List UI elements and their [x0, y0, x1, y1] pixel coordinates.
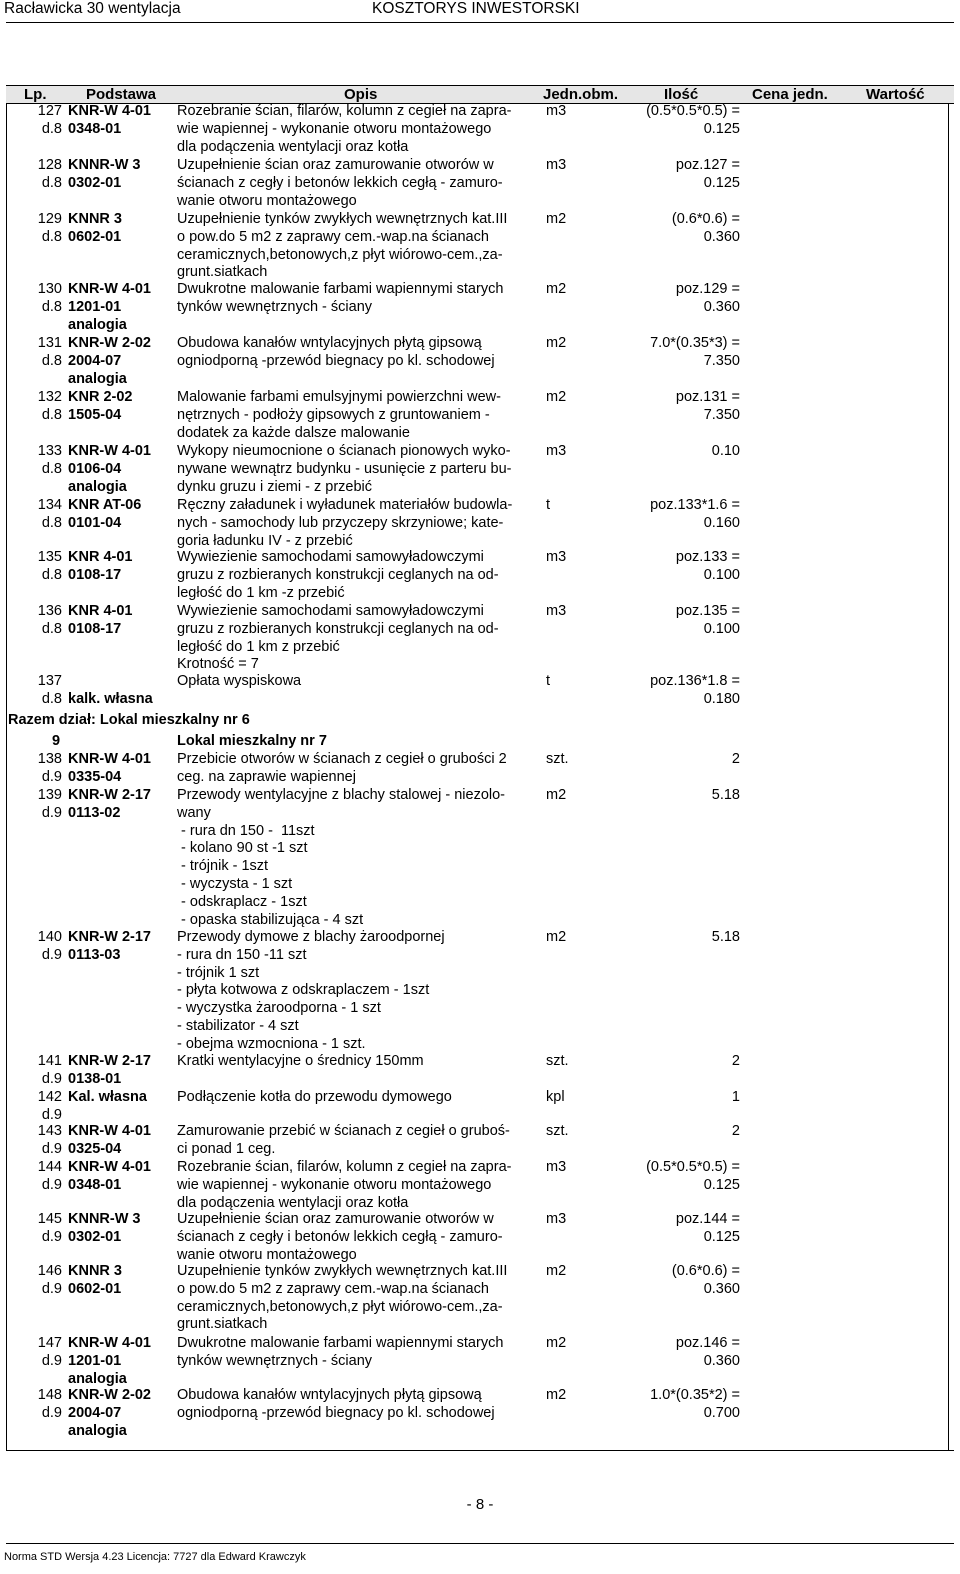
- row-opis: ległość do 1 km -z przebić: [177, 584, 345, 601]
- row-lp: 130: [37, 281, 62, 297]
- cost-table: [6, 103, 954, 1450]
- row-podstawa: KNR-W 2-17: [68, 787, 151, 803]
- row-podstawa: KNNR-W 3: [68, 1211, 141, 1227]
- row-lp: d.8: [41, 514, 62, 531]
- row-unit: m2: [546, 929, 567, 945]
- col-jedn: Jedn.obm.: [543, 86, 619, 103]
- row-opis: ścianach z cegły i betonów lekkich cegłą - zamuro-: [177, 174, 503, 191]
- row-podstawa: KNR 4-01: [68, 549, 133, 565]
- row-opis: Ręczny załadunek i wyładunek materiałów budowla-: [177, 497, 513, 513]
- row-opis: Obudowa kanałów wntylacyjnych płytą gipsową: [177, 1387, 482, 1403]
- col-ilosc: Ilość: [664, 86, 699, 103]
- row-lp: d.8: [41, 460, 62, 477]
- row-podstawa: analogia: [68, 316, 127, 333]
- row-unit: m2: [546, 281, 567, 297]
- row-opis: nych - samochody lub przyczepy skrzyniowe; kate-: [177, 514, 504, 531]
- row-opis: - odskraplacz - 1szt: [177, 893, 307, 910]
- row-opis: gruzu z rozbieranych konstrukcji ceglanych na od-: [177, 620, 499, 637]
- row-opis: - trójnik - 1szt: [177, 858, 269, 875]
- page-number: - 8 -: [466, 1496, 494, 1513]
- row-quantity: 7.350: [703, 406, 740, 423]
- header-document-title: KOSZTORYS INWESTORSKI: [372, 0, 580, 17]
- row-lp: d.9: [41, 1228, 62, 1245]
- row-lp: d.9: [41, 1106, 62, 1123]
- row-opis: Dwukrotne malowanie farbami wapiennymi starych: [177, 281, 504, 297]
- row-quantity: 0.125: [703, 1228, 740, 1245]
- row-opis: tynków wewnętrznych - ściany: [177, 1352, 373, 1369]
- row-quantity: 0.360: [703, 228, 740, 245]
- row-lp: d.8: [41, 690, 62, 707]
- row-opis: - wyczysta - 1 szt: [177, 876, 293, 892]
- row-unit: m3: [546, 1159, 567, 1175]
- row-lp: d.9: [41, 804, 62, 821]
- row-unit: m3: [546, 157, 567, 173]
- row-podstawa: 1201-01: [68, 1352, 122, 1369]
- row-unit: m2: [546, 787, 567, 803]
- row-lp: 132: [37, 389, 62, 405]
- row-podstawa: KNNR-W 3: [68, 157, 141, 173]
- row-lp: d.8: [41, 566, 62, 583]
- row-lp: d.9: [41, 1352, 62, 1369]
- row-quantity: poz.127 =: [675, 157, 740, 173]
- row-lp: d.8: [41, 620, 62, 637]
- col-wartosc: Wartość: [866, 86, 925, 103]
- row-lp: d.9: [41, 1404, 62, 1421]
- row-opis: Podłączenie kotła do przewodu dymowego: [177, 1089, 452, 1105]
- row-opis: Wywiezienie samochodami samowyładowczymi: [177, 549, 484, 565]
- row-opis: - kolano 90 st -1 szt: [177, 840, 308, 857]
- row-podstawa: 0325-04: [68, 1140, 122, 1157]
- row-podstawa: KNR-W 4-01: [68, 281, 151, 297]
- row-quantity: 0.160: [703, 514, 740, 531]
- row-unit: m3: [546, 1211, 567, 1227]
- row-unit: t: [546, 673, 551, 689]
- col-opis: Opis: [344, 86, 378, 103]
- row-podstawa: KNR 4-01: [68, 603, 133, 619]
- row-quantity: 0.360: [703, 1352, 740, 1369]
- row-opis: Wykopy nieumocnione o ścianach pionowych wyko-: [177, 443, 511, 459]
- row-podstawa: KNNR 3: [68, 211, 122, 227]
- row-podstawa: KNR-W 4-01: [68, 443, 151, 459]
- row-podstawa: 2004-07: [68, 352, 122, 369]
- section-title: Lokal mieszkalny nr 7: [177, 733, 327, 749]
- row-podstawa: KNR-W 4-01: [68, 1335, 151, 1351]
- row-podstawa: KNR 2-02: [68, 389, 133, 405]
- row-unit: kpl: [546, 1089, 565, 1105]
- row-podstawa: 0602-01: [68, 1280, 122, 1297]
- row-lp: 140: [37, 929, 62, 945]
- row-lp: d.9: [41, 1280, 62, 1297]
- row-opis: wie wapiennej - wykonanie otworu montażowego: [177, 1176, 492, 1193]
- row-opis: Uzupełnienie tynków zwykłych wewnętrznych kat.III: [177, 1263, 508, 1279]
- row-lp: 148: [37, 1387, 62, 1403]
- row-opis: nętrznych - podłoży gipsowych z gruntowaniem -: [177, 406, 490, 423]
- row-unit: m2: [546, 1263, 567, 1279]
- row-podstawa: 1201-01: [68, 298, 122, 315]
- row-lp: d.8: [41, 120, 62, 137]
- row-lp: 147: [37, 1335, 62, 1351]
- row-unit: m2: [546, 389, 567, 405]
- col-lp: Lp.: [24, 86, 47, 103]
- row-quantity: poz.133 =: [675, 549, 740, 565]
- row-opis: dla podączenia wentylacji oraz kotła: [177, 1194, 409, 1211]
- row-podstawa: 0101-04: [68, 514, 122, 531]
- row-podstawa: 0348-01: [68, 120, 122, 137]
- row-opis: Rozebranie ścian, filarów, kolumn z cegieł na zapra-: [177, 103, 512, 119]
- row-podstawa: KNR-W 2-17: [68, 1053, 151, 1069]
- row-opis: Krotność = 7: [177, 656, 259, 673]
- row-opis: ogniodporną -przewód biegnacy po kl. schodowej: [177, 1404, 495, 1421]
- row-unit: szt.: [546, 751, 569, 767]
- row-opis: ceg. na zaprawie wapiennej: [177, 768, 356, 785]
- row-opis: Rozebranie ścian, filarów, kolumn z cegieł na zapra-: [177, 1159, 512, 1175]
- row-podstawa: 0302-01: [68, 174, 122, 191]
- row-quantity: (0.5*0.5*0.5) =: [646, 103, 740, 119]
- row-unit: t: [546, 497, 551, 513]
- row-quantity: 2: [731, 1053, 740, 1069]
- row-opis: Przewody dymowe z blachy żaroodpornej: [177, 929, 445, 945]
- row-lp: d.9: [41, 946, 62, 963]
- row-quantity: poz.131 =: [675, 389, 740, 405]
- row-opis: Dwukrotne malowanie farbami wapiennymi starych: [177, 1335, 504, 1351]
- row-opis: o pow.do 5 m2 z zaprawy cem.-wap.na ścianach: [177, 1280, 489, 1297]
- row-opis: Przewody wentylacyjne z blachy stalowej - niezolo-: [177, 787, 506, 803]
- row-lp: d.8: [41, 174, 62, 191]
- row-podstawa: Kal. własna: [68, 1089, 147, 1105]
- row-opis: dodatek za każde dalsze malowanie: [177, 424, 410, 441]
- col-podstawa: Podstawa: [86, 86, 157, 103]
- row-lp: 131: [37, 335, 62, 351]
- row-lp: 145: [37, 1211, 62, 1227]
- row-quantity: poz.133*1.6 =: [650, 497, 740, 513]
- row-opis: ceramicznych,betonowych,z płyt wiórowo-cem.,za-: [177, 246, 503, 263]
- row-opis: - stabilizator - 4 szt: [177, 1018, 299, 1034]
- row-podstawa: 0348-01: [68, 1176, 122, 1193]
- table-column-headers: [6, 86, 954, 103]
- row-podstawa: KNR-W 2-02: [68, 1387, 151, 1403]
- row-opis: - trójnik 1 szt: [177, 964, 260, 981]
- row-unit: m3: [546, 549, 567, 565]
- row-opis: - rura dn 150 - 11szt: [177, 822, 315, 839]
- row-quantity: (0.5*0.5*0.5) =: [646, 1159, 740, 1175]
- row-lp: 142: [37, 1089, 62, 1105]
- row-podstawa: 0602-01: [68, 228, 122, 245]
- row-lp: 133: [37, 443, 62, 459]
- row-quantity: 0.700: [703, 1404, 740, 1421]
- row-lp: 136: [37, 603, 62, 619]
- row-unit: m3: [546, 103, 567, 119]
- row-quantity: 0.125: [703, 120, 740, 137]
- row-quantity: 0.100: [703, 620, 740, 637]
- row-opis: wany: [177, 804, 211, 821]
- row-podstawa: KNNR 3: [68, 1263, 122, 1279]
- row-podstawa: KNR-W 4-01: [68, 751, 151, 767]
- row-quantity: (0.6*0.6) =: [671, 1263, 740, 1279]
- row-podstawa: KNR-W 4-01: [68, 1159, 151, 1175]
- row-opis: nywane wewnątrz budynku - usunięcie z parteru bu-: [177, 460, 512, 477]
- row-lp: d.8: [41, 228, 62, 245]
- row-opis: tynków wewnętrznych - ściany: [177, 298, 373, 315]
- row-lp: d.8: [41, 298, 62, 315]
- row-quantity: poz.136*1.8 =: [650, 673, 740, 689]
- row-opis: ległość do 1 km z przebić: [177, 638, 340, 655]
- row-opis: dynku gruzu i ziemi - z przebić: [177, 478, 373, 495]
- row-quantity: 0.360: [703, 1280, 740, 1297]
- row-opis: goria ładunku IV - z przebić: [177, 532, 353, 549]
- row-lp: 138: [37, 751, 62, 767]
- row-quantity: 7.350: [703, 352, 740, 369]
- row-unit: m3: [546, 603, 567, 619]
- section-total: Razem dział: Lokal mieszkalny nr 6: [8, 712, 250, 728]
- row-lp: 127: [37, 103, 62, 119]
- row-quantity: poz.135 =: [675, 603, 740, 619]
- row-podstawa: kalk. własna: [68, 690, 153, 707]
- header-project-name: Racławicka 30 wentylacja: [4, 0, 181, 17]
- row-quantity: 0.125: [703, 174, 740, 191]
- section-number: 9: [52, 733, 61, 749]
- row-lp: 143: [37, 1123, 62, 1139]
- row-podstawa: KNR-W 4-01: [68, 103, 151, 119]
- table-border-right: [948, 103, 949, 1450]
- row-podstawa: analogia: [68, 478, 127, 495]
- row-podstawa: analogia: [68, 1422, 127, 1439]
- row-opis: Przebicie otworów w ścianach z cegieł o grubości 2: [177, 751, 507, 767]
- row-opis: Uzupełnienie ścian oraz zamurowanie otworów w: [177, 1211, 494, 1227]
- row-lp: 128: [37, 157, 62, 173]
- row-podstawa: KNR AT-06: [68, 497, 142, 513]
- row-podstawa: 2004-07: [68, 1404, 122, 1421]
- row-quantity: 0.360: [703, 298, 740, 315]
- row-quantity: poz.129 =: [675, 281, 740, 297]
- row-opis: ceramicznych,betonowych,z płyt wiórowo-cem.,za-: [177, 1298, 503, 1315]
- row-quantity: poz.144 =: [675, 1211, 740, 1227]
- row-opis: Uzupełnienie ścian oraz zamurowanie otworów w: [177, 157, 494, 173]
- row-lp: d.9: [41, 1070, 62, 1087]
- row-opis: wanie otworu montażowego: [177, 1246, 357, 1263]
- row-lp: 146: [37, 1263, 62, 1279]
- row-opis: Wywiezienie samochodami samowyładowczymi: [177, 603, 484, 619]
- row-lp: 135: [37, 549, 62, 565]
- row-podstawa: 0138-01: [68, 1070, 122, 1087]
- row-quantity: 5.18: [711, 787, 740, 803]
- row-unit: szt.: [546, 1053, 569, 1069]
- row-quantity: 2: [731, 751, 740, 767]
- row-lp: d.9: [41, 768, 62, 785]
- row-lp: 141: [37, 1053, 62, 1069]
- row-podstawa: 0302-01: [68, 1228, 122, 1245]
- row-opis: gruzu z rozbieranych konstrukcji ceglanych na od-: [177, 566, 499, 583]
- row-quantity: 5.18: [711, 929, 740, 945]
- row-podstawa: analogia: [68, 1370, 127, 1387]
- row-opis: Zamurowanie przebić w ścianach z cegieł o gruboś-: [177, 1123, 510, 1139]
- row-lp: d.8: [41, 352, 62, 369]
- row-podstawa: 0108-17: [68, 620, 122, 637]
- row-unit: m2: [546, 211, 567, 227]
- row-podstawa: 0108-17: [68, 566, 122, 583]
- header-rule: [6, 22, 954, 23]
- row-lp: 139: [37, 787, 62, 803]
- row-lp: 137: [37, 673, 62, 689]
- row-lp: 144: [37, 1159, 62, 1175]
- footer-rule: [6, 1543, 954, 1544]
- row-opis: Uzupełnienie tynków zwykłych wewnętrznych kat.III: [177, 211, 508, 227]
- row-opis: wanie otworu montażowego: [177, 192, 357, 209]
- row-quantity: poz.146 =: [675, 1335, 740, 1351]
- row-podstawa: KNR-W 4-01: [68, 1123, 151, 1139]
- row-opis: Kratki wentylacyjne o średnicy 150mm: [177, 1053, 424, 1069]
- row-unit: szt.: [546, 1123, 569, 1139]
- row-opis: wie wapiennej - wykonanie otworu montażowego: [177, 120, 492, 137]
- page-header: [0, 0, 960, 22]
- row-opis: Malowanie farbami emulsyjnymi powierzchni wew-: [177, 389, 501, 405]
- row-lp: d.9: [41, 1140, 62, 1157]
- row-unit: m2: [546, 1387, 567, 1403]
- row-opis: o pow.do 5 m2 z zaprawy cem.-wap.na ścianach: [177, 228, 489, 245]
- table-bottom-rule: [6, 1450, 954, 1451]
- col-cena: Cena jedn.: [752, 86, 828, 103]
- row-quantity: 0.10: [711, 443, 740, 459]
- row-opis: grunt.siatkach: [177, 264, 268, 281]
- row-quantity: 0.100: [703, 566, 740, 583]
- row-opis: - wyczystka żaroodporna - 1 szt: [177, 1000, 381, 1017]
- row-podstawa: 0113-02: [68, 804, 121, 821]
- row-podstawa: KNR-W 2-02: [68, 335, 151, 351]
- row-podstawa: KNR-W 2-17: [68, 929, 151, 945]
- row-podstawa: 0335-04: [68, 768, 122, 785]
- row-lp: d.9: [41, 1176, 62, 1193]
- row-opis: - rura dn 150 -11 szt: [177, 946, 307, 963]
- row-opis: Opłata wyspiskowa: [177, 673, 302, 689]
- row-opis: ogniodporną -przewód biegnacy po kl. schodowej: [177, 352, 495, 369]
- row-quantity: 2: [731, 1123, 740, 1139]
- row-quantity: 0.125: [703, 1176, 740, 1193]
- row-opis: - obejma wzmocniona - 1 szt.: [177, 1035, 366, 1052]
- row-opis: - płyta kotwowa z odskraplaczem - 1szt: [177, 982, 430, 999]
- row-quantity: 7.0*(0.35*3) =: [650, 335, 740, 351]
- row-opis: grunt.siatkach: [177, 1316, 268, 1333]
- row-unit: m2: [546, 1335, 567, 1351]
- row-podstawa: 0106-04: [68, 460, 122, 477]
- row-lp: d.8: [41, 406, 62, 423]
- row-quantity: 1.0*(0.35*2) =: [650, 1387, 740, 1403]
- row-podstawa: 1505-04: [68, 406, 122, 423]
- row-podstawa: 0113-03: [68, 946, 121, 963]
- row-podstawa: analogia: [68, 370, 127, 387]
- row-quantity: 0.180: [703, 690, 740, 707]
- row-opis: ci ponad 1 ceg.: [177, 1140, 276, 1157]
- row-unit: m3: [546, 443, 567, 459]
- row-quantity: (0.6*0.6) =: [671, 211, 740, 227]
- footer-license: Norma STD Wersja 4.23 Licencja: 7727 dla Edward Krawczyk: [4, 1551, 306, 1563]
- row-opis: dla podączenia wentylacji oraz kotła: [177, 138, 409, 155]
- row-lp: 134: [37, 497, 62, 513]
- row-opis: Obudowa kanałów wntylacyjnych płytą gipsową: [177, 335, 482, 351]
- row-unit: m2: [546, 335, 567, 351]
- row-opis: - opaska stabilizująca - 4 szt: [177, 911, 364, 928]
- row-quantity: 1: [731, 1089, 740, 1105]
- row-lp: 129: [37, 211, 62, 227]
- row-opis: ścianach z cegły i betonów lekkich cegłą - zamuro-: [177, 1228, 503, 1245]
